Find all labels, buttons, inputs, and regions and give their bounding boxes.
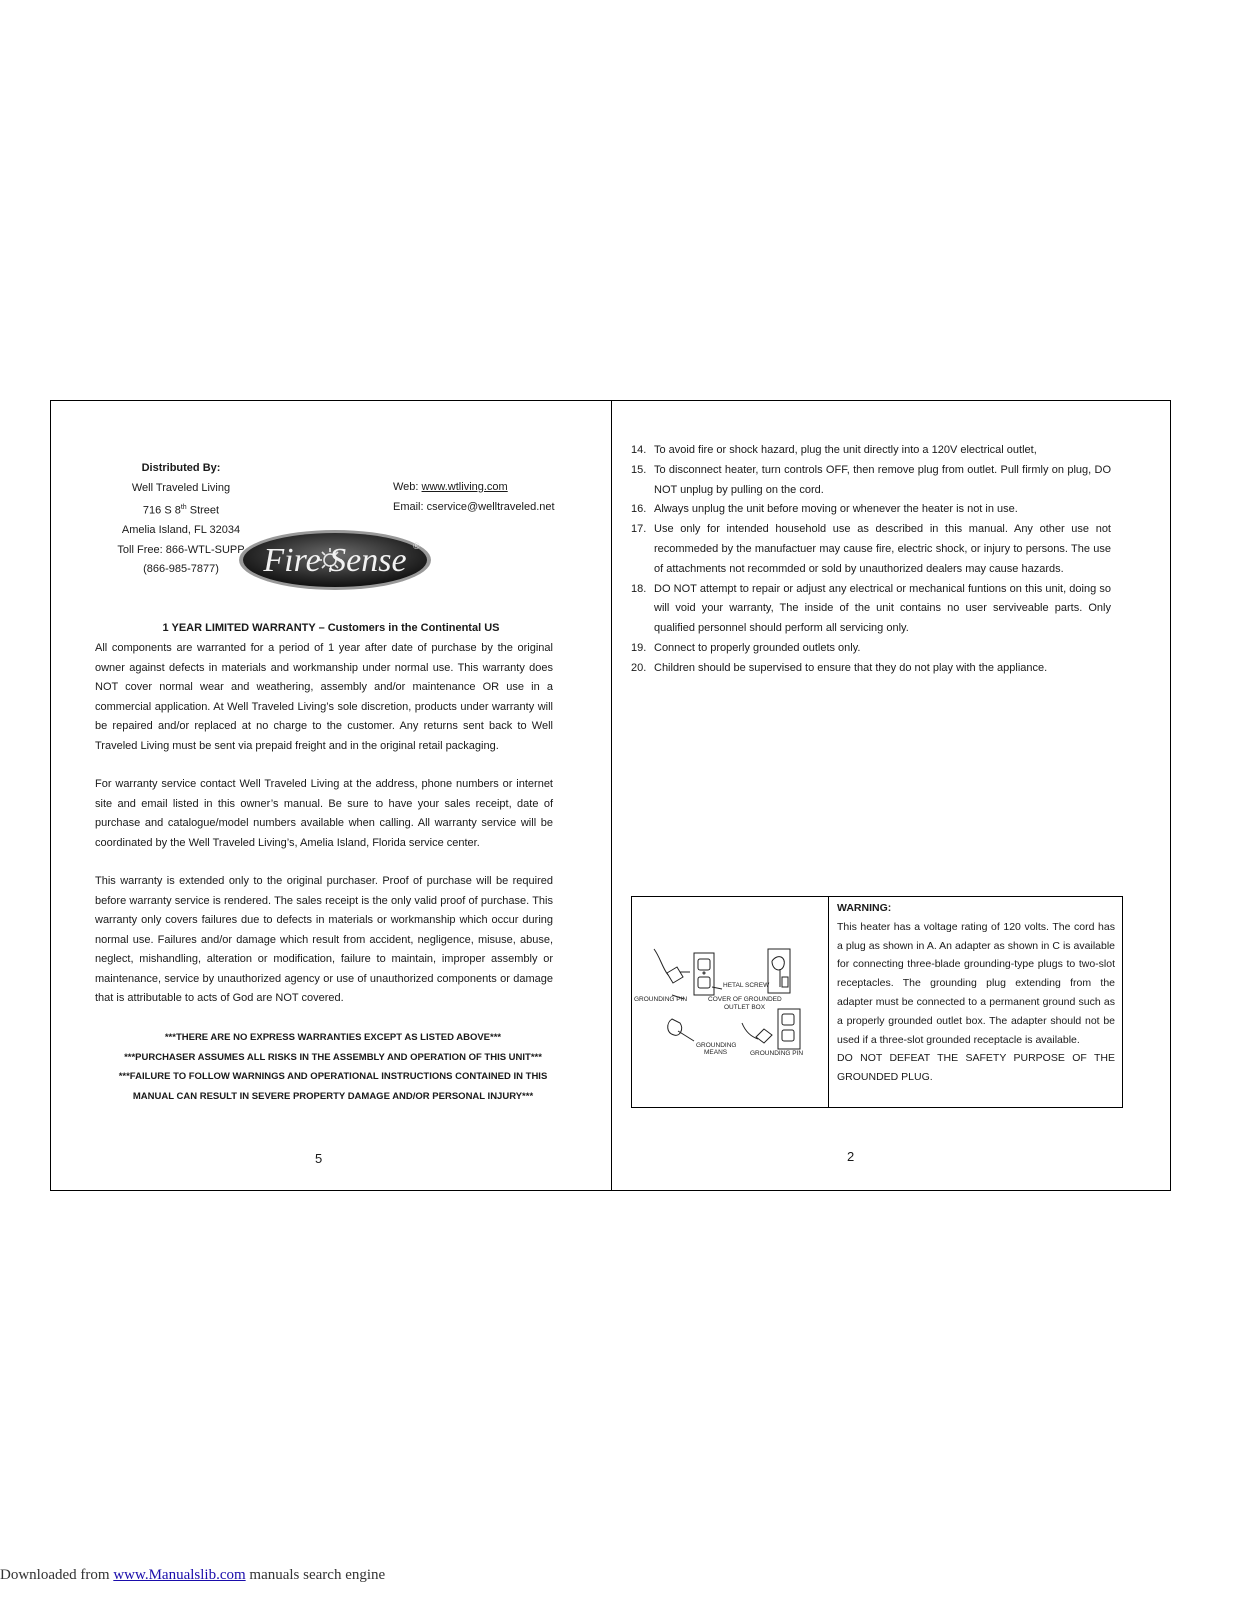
download-footer: Downloaded from www.Manualslib.com manuals search engine bbox=[0, 1567, 386, 1583]
disclaimer-line: MANUAL CAN RESULT IN SEVERE PROPERTY DAMAGE AND/OR PERSONAL INJURY*** bbox=[132, 1090, 534, 1102]
company-name: Well Traveled Living bbox=[131, 481, 231, 494]
page-number-left: 5 bbox=[315, 1151, 323, 1166]
warranty-title: 1 YEAR LIMITED WARRANTY – Customers in the Continental US bbox=[162, 622, 500, 634]
fire-sense-logo bbox=[237, 529, 433, 591]
list-item: 20. Children should be supervised to ensure that they do not play with the appliance. bbox=[631, 661, 1048, 674]
warning-text bbox=[837, 899, 1115, 1087]
list-item: 15. To disconnect heater, turn controls OFF, then remove plug from outlet. Pull firmly on plug, DO NOT unplug by pulling on the cord. bbox=[631, 463, 1111, 496]
warning-title: WARNING: bbox=[837, 902, 892, 914]
distributed-by-label: Distributed By: bbox=[141, 462, 221, 474]
grounding-plug-illustration bbox=[632, 897, 828, 1107]
warranty-paragraph: For warranty service contact Well Traveled Living at the address, phone numbers or internet site and email listed in this owner’s manual. Be sure to have your sales receipt, date of purchase and catalogue/model numbers available when calling. All warranty service will be coordinated by the Well Traveled Living’s, Amelia Island, Florida service center. bbox=[95, 778, 553, 849]
street-address: 716 S 8th Street bbox=[142, 504, 220, 517]
contact-online bbox=[393, 478, 555, 517]
manualslib-link[interactable]: www.Manualslib.com bbox=[113, 1567, 246, 1583]
warning-footer: DO NOT DEFEAT THE SAFETY PURPOSE OF THE GROUNDED PLUG. bbox=[837, 1052, 1115, 1084]
warranty-paragraph: All components are warranted for a period of 1 year after date of purchase by the original owner against defects in materials and workmanship under normal use. This warranty does NOT cover normal wear and weathering, assembly and/or maintenance OR use in a commercial application. At Well Traveled Living’s sole discretion, products under warranty will be repaired and/or replaced at no charge to the customer. Any returns sent back to Well Traveled Living must be sent via prepaid freight and in the original retail packaging. bbox=[95, 642, 553, 752]
safety-rules-list bbox=[631, 441, 1111, 679]
diagram-label-metal-screw: HETAL SCREW bbox=[723, 982, 770, 989]
grounding-diagram bbox=[632, 897, 829, 1107]
web-line: Web: www.wtliving.com bbox=[393, 481, 508, 493]
svg-text:Fire Sense: Fire Sense bbox=[263, 542, 407, 579]
diagram-label-means: MEANS bbox=[704, 1049, 728, 1056]
disclaimer-line: ***PURCHASER ASSUMES ALL RISKS IN THE ASSEMBLY AND OPERATION OF THIS UNIT*** bbox=[124, 1051, 542, 1063]
disclaimer-line: ***THERE ARE NO EXPRESS WARRANTIES EXCEPT AS LISTED ABOVE*** bbox=[164, 1032, 502, 1043]
diagram-label-outlet-box: OUTLET BOX bbox=[724, 1004, 766, 1011]
manual-spread bbox=[50, 400, 1171, 1191]
phone-line: (866-985-7877) bbox=[143, 563, 219, 576]
diagram-label-grounding-pin: GROUNDING PIN bbox=[634, 996, 688, 1003]
warranty-paragraph: This warranty is extended only to the original purchaser. Proof of purchase will be required before warranty service is rendered. The sales receipt is the only valid proof of purchase. This warranty only covers failures due to defects in materials or workmanship which occur during normal use. Failures and/or damage which result from accident, negligence, misuse, abuse, neglect, mishandling, alteration or modification, failure to maintain, improper assembly or maintenance, service by unauthorized agency or use of unauthorized components or damage that is attributable to acts of God are NOT covered. bbox=[95, 875, 553, 1004]
disclaimer-line: ***FAILURE TO FOLLOW WARNINGS AND OPERATIONAL INSTRUCTIONS CONTAINED IN THIS bbox=[118, 1071, 548, 1082]
list-item: 18. DO NOT attempt to repair or adjust any electrical or mechanical funtions on this unit, doing so will void your warranty, The inside of the unit contains no user serviveable parts. Only qualified personnel should perform all servicing only. bbox=[631, 582, 1111, 635]
page-divider bbox=[611, 401, 612, 1190]
list-item: 14. To avoid fire or shock hazard, plug the unit directly into a 120V electrical outlet, bbox=[631, 444, 1037, 456]
toll-free-line: Toll Free: 866-WTL-SUPP bbox=[117, 543, 245, 556]
web-link[interactable]: www.wtliving.com bbox=[421, 481, 508, 493]
diagram-label-grounding: GROUNDING bbox=[696, 1042, 737, 1049]
list-item: 16. Always unplug the unit before moving or whenever the heater is not in use. bbox=[631, 503, 1018, 516]
list-item: 19. Connect to properly grounded outlets only. bbox=[631, 641, 861, 654]
diagram-label-grounding-pin: GROUNDING PIN bbox=[750, 1050, 804, 1057]
email-line: Email: cservice@welltraveled.net bbox=[393, 500, 555, 513]
city-line: Amelia Island, FL 32034 bbox=[121, 524, 241, 537]
svg-text:®: ® bbox=[413, 541, 420, 551]
diagram-label-cover: COVER OF GROUNDED bbox=[708, 996, 782, 1003]
warranty-disclaimers bbox=[91, 1028, 575, 1106]
page-number-right: 2 bbox=[847, 1149, 855, 1164]
warning-box bbox=[631, 896, 1123, 1108]
warning-body: This heater has a voltage rating of 120 volts. The cord has a plug as shown in A. An adapter as shown in C is available for connecting three-blade grounding-type plugs to two-slot receptacles. The grounding plug extending from the adapter must be connected to a permanent ground such as a properly grounded outlet box. The adapter should not be used if a three-slot grounded receptacle is available. bbox=[837, 920, 1115, 1046]
list-item: 17. Use only for intended household use as described in this manual. Any other use not recommeded by the manufactuer may cause fire, electric shock, or injury to persons. The use of attachments not recommded or sold by unauthorized dealers may cause hazards. bbox=[631, 523, 1111, 575]
